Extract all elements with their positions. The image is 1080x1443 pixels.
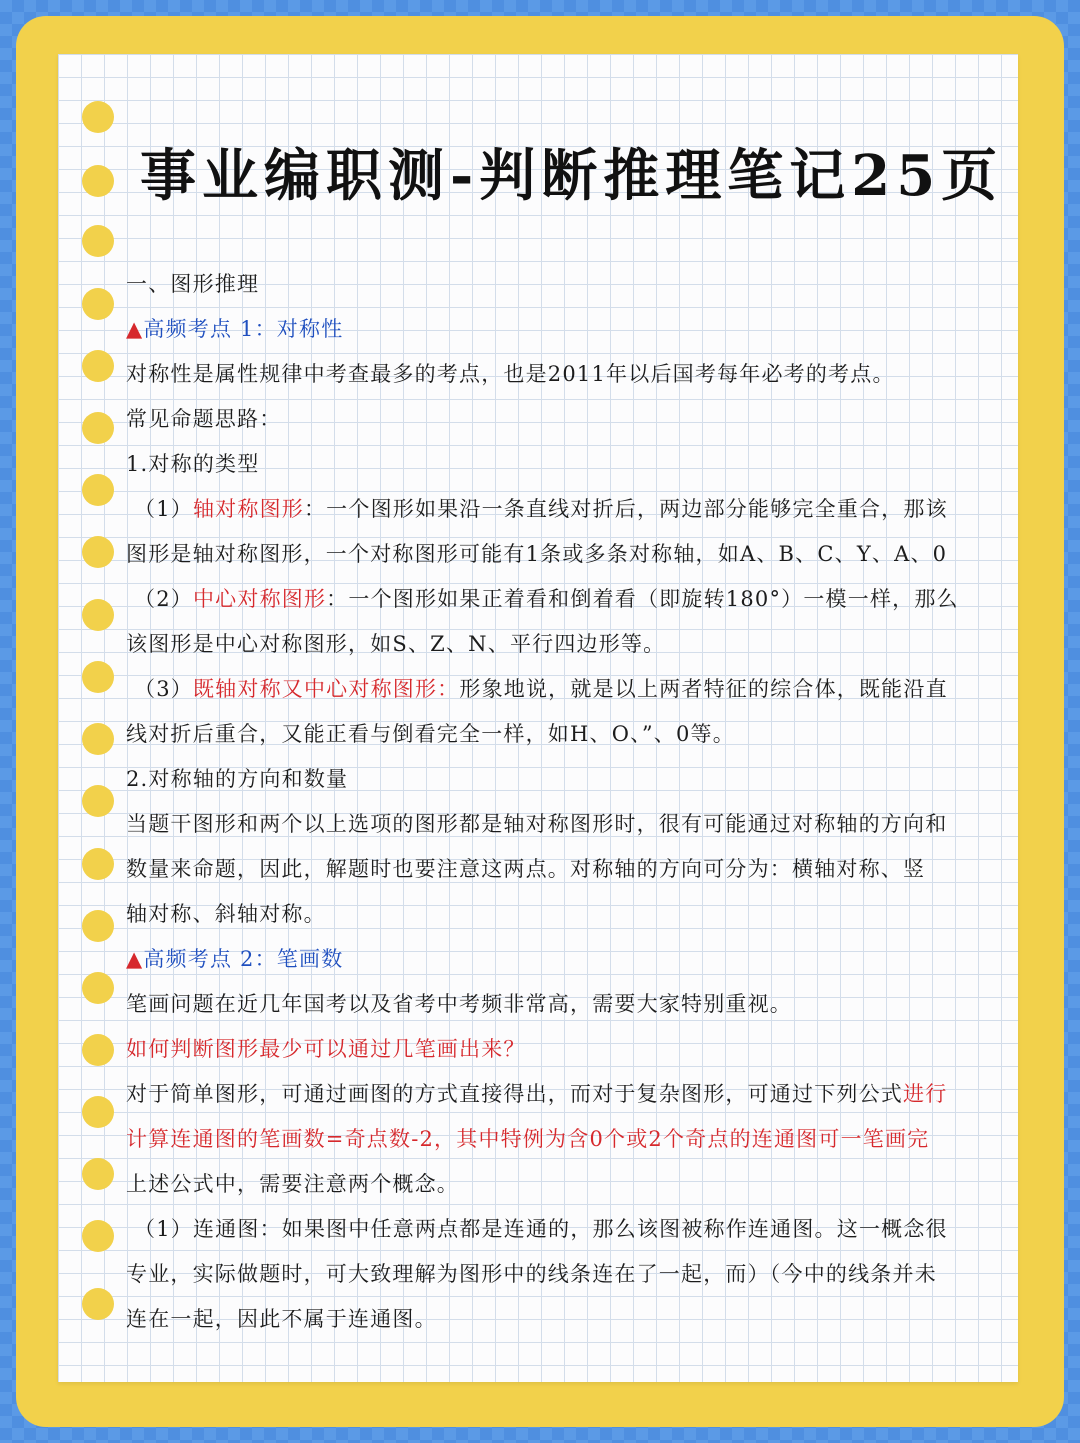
item-number: （2） <box>134 587 193 611</box>
section-heading: 一、图形推理 <box>126 272 260 296</box>
definition-text: ：一个图形如果正着看和倒着看（即旋转180°）一模一样，那么 <box>326 587 959 611</box>
binding-hole <box>82 785 114 817</box>
key-point-label: 高频考点 1：对称性 <box>143 317 344 341</box>
paragraph-line <box>126 667 1006 712</box>
binding-hole <box>82 225 114 257</box>
paragraph-line: 对称性是属性规律中考查最多的考点，也是2011年以后国考每年必考的考点。 <box>126 362 895 386</box>
subheading: 1.对称的类型 <box>126 452 260 476</box>
paragraph-line <box>126 1072 1006 1117</box>
term-highlight: 既轴对称又中心对称图形： <box>192 677 460 701</box>
key-point-heading <box>126 937 1006 982</box>
binding-hole <box>82 910 114 942</box>
question-line: 如何判断图形最少可以通过几笔画出来？ <box>126 1037 526 1061</box>
binding-hole <box>82 288 114 320</box>
paragraph-line: 笔画问题在近几年国考以及省考中考频非常高，需要大家特别重视。 <box>126 992 792 1016</box>
paragraph-line: 常见命题思路： <box>126 407 282 431</box>
binding-hole <box>82 165 114 197</box>
paragraph-line: 上述公式中，需要注意两个概念。 <box>126 1172 459 1196</box>
paragraph-line: 该图形是中心对称图形，如S、Z、N、平行四边形等。 <box>126 632 666 656</box>
page-title: 事业编职测-判断推理笔记25页 <box>140 143 1004 209</box>
binding-holes <box>82 101 114 1341</box>
binding-hole <box>82 972 114 1004</box>
key-point-label: 高频考点 2：笔画数 <box>143 947 344 971</box>
paragraph-text: 对于简单图形，可通过画图的方式直接得出，而对于复杂图形，可通过下列公式 <box>126 1082 903 1106</box>
item-number: （1） <box>134 497 193 521</box>
paragraph-line: 当题干图形和两个以上选项的图形都是轴对称图形时，很有可能通过对称轴的方向和 <box>126 812 948 836</box>
item-number: （3） <box>134 677 193 701</box>
key-point-heading <box>126 307 1006 352</box>
paragraph-line: 连在一起，因此不属于连通图。 <box>126 1307 437 1331</box>
binding-hole <box>82 723 114 755</box>
binding-hole <box>82 848 114 880</box>
paragraph-line <box>126 487 1006 532</box>
subheading: 2.对称轴的方向和数量 <box>126 767 349 791</box>
term-highlight: 中心对称图形 <box>192 587 327 611</box>
note-content <box>126 262 1006 1342</box>
binding-hole <box>82 1220 114 1252</box>
term-highlight: 轴对称图形 <box>192 497 304 521</box>
binding-hole <box>82 661 114 693</box>
binding-hole <box>82 1288 114 1320</box>
paragraph-line: 专业，实际做题时，可大致理解为图形中的线条连在了一起，而）（今中的线条并未 <box>126 1262 937 1286</box>
binding-hole <box>82 599 114 631</box>
binding-hole <box>82 350 114 382</box>
triangle-icon: ▲ <box>126 317 144 341</box>
paragraph-line: 图形是轴对称图形，一个对称图形可能有1条或多条对称轴，如A、B、C、Y、A、0 <box>126 542 948 566</box>
binding-hole <box>82 1096 114 1128</box>
triangle-icon: ▲ <box>126 947 144 971</box>
paragraph-line: 数量来命题，因此，解题时也要注意这两点。对称轴的方向可分为：横轴对称、竖 <box>126 857 926 881</box>
definition-text: 形象地说，就是以上两者特征的综合体，既能沿直 <box>459 677 948 701</box>
paragraph-line: 线对折后重合，又能正看与倒看完全一样，如H、O、”、0等。 <box>126 722 735 746</box>
paragraph-line: 轴对称、斜轴对称。 <box>126 902 326 926</box>
binding-hole <box>82 1034 114 1066</box>
binding-hole <box>82 101 114 133</box>
definition-text: ：一个图形如果沿一条直线对折后，两边部分能够完全重合，那该 <box>303 497 948 521</box>
formula-highlight: 进行 <box>903 1082 948 1106</box>
binding-hole <box>82 536 114 568</box>
paragraph-line <box>126 577 1006 622</box>
binding-hole <box>82 1158 114 1190</box>
paragraph-line: （1）连通图：如果图中任意两点都是连通的，那么该图被称作连通图。这一概念很 <box>134 1217 948 1241</box>
binding-hole <box>82 412 114 444</box>
binding-hole <box>82 474 114 506</box>
formula-line: 计算连通图的笔画数=奇点数-2，其中特例为含0个或2个奇点的连通图可一笔画完 <box>126 1127 930 1151</box>
